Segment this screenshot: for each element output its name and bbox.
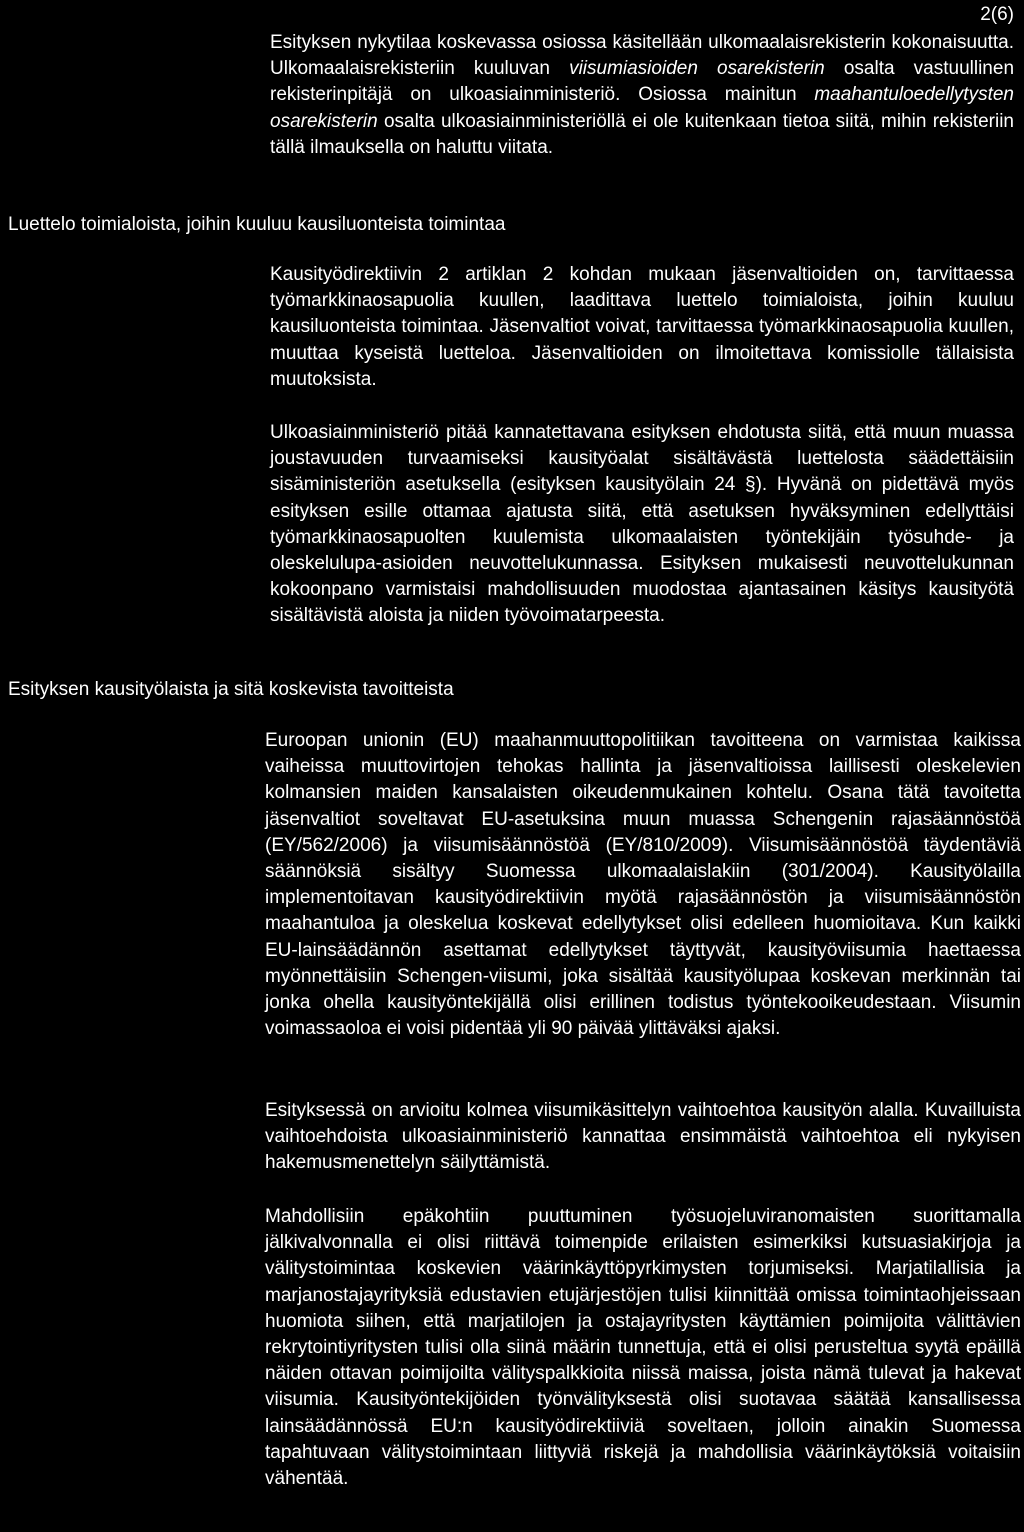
text-segment: osalta ulkoasiainministeriöllä ei ole kuitenkaan tietoa siitä, mihin rekisteriin tällä ilmauksella on haluttu viitata.	[270, 110, 1014, 158]
paragraph-epakohdat	[265, 1204, 1021, 1492]
text-segment-italic: maahantuloedellytysten osarekisterin	[270, 84, 1014, 132]
text-segment: Mahdollisiin epäkohtiin puuttuminen työsuojeluviranomaisten suorittamalla jälkivalvonnalla ei olisi riittävä toimenpide erilaisten esimerkiksi kutsuasiakirjoja ja välitystoimintaa koskevien väärinkäyttöpyrkimysten torjumiseksi. Marjatilallisia ja marjanostajayrityksiä edustavien etujärjestöjen tulisi kiinnittää omissa toimintaohjeissaan huomiota siihen, että marjatilojen ja ostajayritysten käyttämien poimijoita välittävien rekrytointiyritysten tulisi olla siinä määrin tunnettuja, että ei olisi perusteltua syytä epäillä näiden ottavan poimijoilta välityspalkkioita niissä maissa, joista nämä tulevat ja hakevat viisumia. Kausityöntekijöiden työnvälityksestä olisi suotavaa säätää kansallisessa lainsäädännössä EU:n kausityödirektiiviä soveltaen, jolloin ainakin Suomessa tapahtuvaan välitystoimintaan liittyviä riskejä ja mahdollisia väärinkäytöksiä voitaisiin vähentää.	[265, 1206, 1021, 1490]
paragraph-eu-maahanmuutto	[265, 728, 1021, 1042]
page-number: 2(6)	[980, 4, 1014, 25]
text-segment: Euroopan unionin (EU) maahanmuuttopolitiikan tavoitteena on varmistaa kaikissa vaiheissa muuttovirtojen tehokas hallinta ja jäsenvaltioissa laillisesti oleskelevien kolmansien maiden kansalaisten oikeudenmukainen kohtelu. Osana tätä tavoitetta jäsenvaltiot soveltavat EU-asetuksina muun muassa Schengenin rajasäännöstöä (EY/562/2006) ja viisumisäännöstöä (EY/810/2009). Viisumisäännöstöä täydentäviä säännöksiä sisältyy Suomessa ulkomaalaislakiin (301/2004). Kausityölailla implementoitavan kausityödirektiivin myötä rajasäännöstön ja viisumisäännöstön maahantuloa ja oleskelua koskevat edellytykset olisi edelleen huomioitava. Kun kaikki EU-lainsäädännön asettamat edellytykset täyttyvät, kausityöviisumia haettaessa myönnettäisiin Schengen-viisumi, joka sisältää kausityölupaa koskevan merkinnän tai jonka ohella kausityöntekijällä olisi erillinen todistus työntekooikeudestaan. Viisumin voimassaoloa ei voisi pidentää yli 90 päivää ylittäväksi ajaksi.	[265, 730, 1021, 1040]
text-segment: Kausityödirektiivin 2 artiklan 2 kohdan mukaan jäsenvaltioiden on, tarvittaessa työmarkkinaosapuolia kuullen, laadittava luettelo toimialoista, joihin kuuluu kausiluonteista toimintaa. Jäsenvaltiot voivat, tarvittaessa työmarkkinaosapuolia kuullen, muuttaa kyseistä luetteloa. Jäsenvaltioiden on ilmoitettava komissiolle tällaisista muutoksista.	[270, 264, 1014, 390]
section-heading-toimialat: Luettelo toimialoista, joihin kuuluu kausiluonteista toimintaa	[8, 214, 506, 235]
paragraph-ulkoasiainministerio	[270, 420, 1014, 630]
paragraph-kausityodirektiivi	[270, 262, 1014, 393]
text-segment: Esityksessä on arvioitu kolmea viisumikäsittelyn vaihtoehtoa kausityön alalla. Kuvailluista vaihtoehdoista ulkoasiainministeriö kannattaa ensimmäistä vaihtoehtoa eli nykyisen hakemusmenettelyn säilyttämistä.	[265, 1100, 1021, 1174]
text-segment: Ulkoasiainministeriö pitää kannatettavana esityksen ehdotusta siitä, että muun muassa joustavuuden turvaamiseksi kausityöalat sisältävästä luettelosta säädettäisiin sisäministeriön asetuksella (esityksen kausityölain 24 §). Hyvänä on pidettävä myös esityksen esille ottamaa ajatusta siitä, että asetuksen hyväksyminen edellyttäisi työmarkkinaosapuolten kuulemista ulkomaalaisten työntekijäin työsuhde- ja oleskelulupa-asioiden neuvottelukunnassa. Esityksen mukaisesti neuvottelukunnan kokoonpano varmistaisi mahdollisuuden muodostaa ajantasainen käsitys kausityötä sisältävistä aloista ja niiden työvoimatarpeesta.	[270, 422, 1014, 627]
text-segment: osalta vastuullinen rekisterinpitäjä on ulkoasiainministeriö. Osiossa mainitun	[270, 58, 1015, 106]
text-segment: Esityksen nykytilaa koskevassa osiossa käsitellään ulkomaalaisrekisterin kokonaisuutta. Ulkomaalaisrekisteriin kuuluvan	[270, 32, 1014, 80]
text-segment-italic: viisumiasioiden osarekisterin	[569, 58, 825, 80]
section-heading-kausityolaki: Esityksen kausityölaista ja sitä koskevista tavoitteista	[8, 679, 454, 700]
paragraph-viisumikasittely	[265, 1098, 1021, 1177]
intro-paragraph	[270, 30, 1014, 161]
